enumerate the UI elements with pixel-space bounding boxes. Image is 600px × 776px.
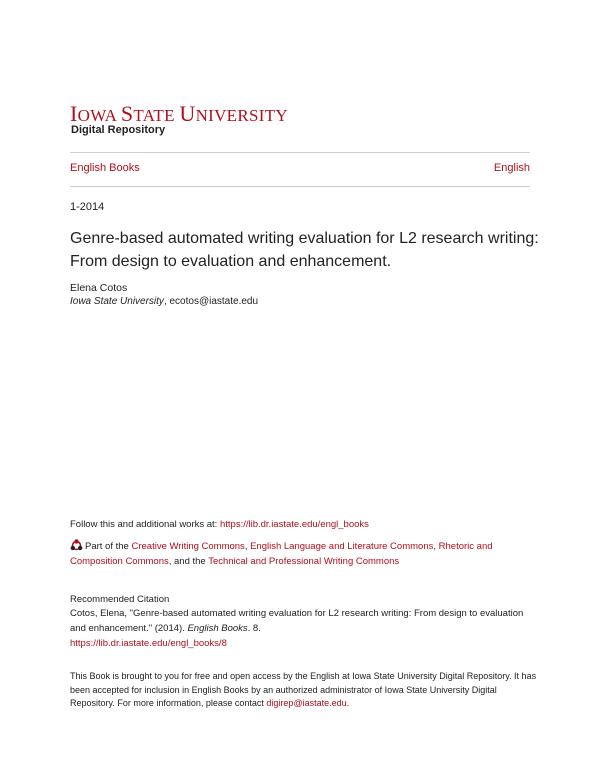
collection-url-link[interactable]: https://lib.dr.iastate.edu/engl_books <box>219 519 369 530</box>
logo-letter-i: I <box>70 101 78 126</box>
access-notice: This Book is brought to you for free and open access by the English at Iowa State University Digital Repository. It has been accepted for inclusion in English Books by an authorized administrator of Iowa State University Digital Repository. For more information, please contact digirep@iastate.edu. <box>70 671 537 708</box>
publication-date: 1-2014 <box>70 201 105 213</box>
author-name: Elena Cotos <box>70 282 128 294</box>
citation-body <box>70 606 540 651</box>
rhetoric-composition-commons-link[interactable]: Rhetoric and Composition Commons <box>70 541 493 567</box>
access-notice-text: This Book is brought to you for free and open access by the English at Iowa State University Digital Repository. It has been accepted for inclusion in English Books by an authorized administrator of Iowa State University Digital Repository. For more information, please contact <box>70 671 537 708</box>
follow-text: Follow this and additional works at: <box>70 519 220 530</box>
follow-line <box>70 517 369 532</box>
citation-text: Cotos, Elena, "Genre-based automated writing evaluation for L2 research writing: From design to evaluation and enhancement." (2014). <box>70 608 524 634</box>
top-divider <box>70 152 530 153</box>
logo-letter-s: S <box>120 101 134 126</box>
commons-network-icon <box>70 539 83 552</box>
technical-professional-writing-commons-link[interactable]: Technical and Professional Writing Commons <box>208 556 400 567</box>
author-affiliation: Iowa State University, ecotos@iastate.edu <box>70 296 259 307</box>
logo-word-owa: OWA <box>77 106 121 125</box>
creative-writing-commons-link[interactable]: Creative Writing Commons <box>131 541 245 552</box>
english-language-literature-commons-link[interactable]: English Language and Literature Commons <box>250 541 434 552</box>
english-books-link[interactable]: English Books <box>70 162 140 174</box>
nav-divider <box>70 186 530 187</box>
citation-number: . 8. <box>247 623 261 634</box>
citation-heading: Recommended Citation <box>70 594 170 605</box>
logo-letter-u: U <box>179 101 196 126</box>
university-logo[interactable] <box>70 101 288 126</box>
citation-url-link[interactable]: https://lib.dr.iastate.edu/engl_books/8 <box>70 638 227 649</box>
author-email: ecotos@iastate.edu <box>169 296 259 307</box>
repository-name: Digital Repository <box>71 124 166 136</box>
logo-word-niversity: NIVERSITY <box>195 106 288 125</box>
document-title: Genre-based automated writing evaluation for L2 research writing: From design to evaluation and enhancement. <box>70 230 539 270</box>
logo-word-tate: TATE <box>133 106 180 125</box>
citation-series: English Books <box>187 623 248 634</box>
part-of-prefix: Part of the <box>85 541 132 552</box>
english-link[interactable]: English <box>493 162 530 174</box>
contact-email-link[interactable]: digirep@iastate.edu <box>266 698 347 708</box>
part-of-section: Part of the Creative Writing Commons, English Language and Literature Commons, Rhetoric and Composition Commons, and the Technical and Professional Writing Commons <box>70 541 493 567</box>
affiliation-name: Iowa State University <box>70 296 164 307</box>
